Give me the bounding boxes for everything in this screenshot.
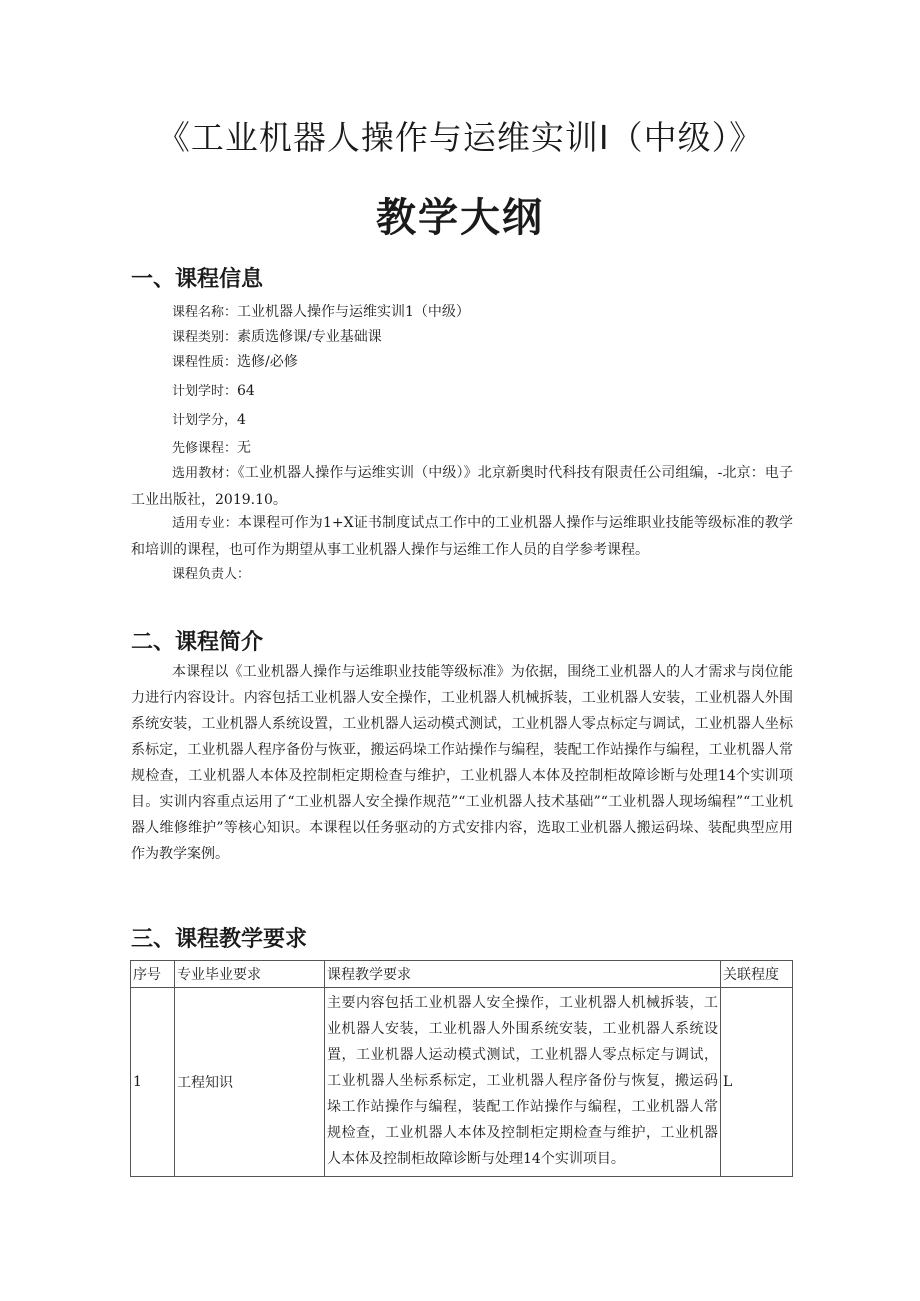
info-textbook [131, 460, 793, 513]
cell-relevance: L [721, 988, 793, 1177]
cell-graduation-requirement: 工程知识 [175, 988, 325, 1177]
section-heading-course-info: 一、课程信息 [131, 267, 264, 292]
info-key: 先修课程： [172, 441, 238, 456]
info-value: 素质选修课/专业基础课 [237, 329, 382, 345]
info-course-leader [172, 564, 250, 585]
section-heading-teaching-requirements: 三、课程教学要求 [131, 927, 308, 952]
info-course-nature [172, 352, 298, 373]
info-course-name [172, 302, 470, 323]
info-planned-hours [172, 381, 255, 402]
info-value: 无 [237, 440, 252, 456]
table-header-row [131, 961, 793, 988]
info-value: 工业机器人操作与运维实训1（中级） [237, 304, 470, 320]
table-row [131, 988, 793, 1177]
teaching-requirements-table [130, 960, 793, 1177]
info-value: 4 [237, 412, 246, 428]
column-header-no: 序号 [131, 961, 175, 988]
section-heading-course-intro: 二、课程简介 [131, 630, 264, 655]
info-planned-credits [172, 410, 246, 431]
column-header-relevance: 关联程度 [721, 961, 793, 988]
info-prerequisite [172, 438, 251, 459]
info-key: 课程名称： [172, 305, 238, 320]
info-value: 《工业机器人操作与运维实训（中级）》北京新奥时代科技有限责任公司组编，-北京：电子工业出版社，2019.10。 [131, 465, 793, 508]
info-applicable-major [131, 510, 793, 563]
info-course-category [172, 327, 382, 348]
info-value: 选修/必修 [237, 354, 298, 370]
info-value: 64 [237, 383, 255, 399]
info-value: 本课程可作为1+X证书制度试点工作中的工业机器人操作与运维职业技能等级标准的教学和培训的课程，也可作为期望从事工业机器人操作与运维工作人员的自学参考课程。 [131, 515, 793, 558]
info-key: 计划学分， [172, 413, 238, 428]
info-key: 计划学时： [172, 384, 238, 399]
column-header-teaching-requirement: 课程教学要求 [325, 961, 721, 988]
info-key: 课程类别： [172, 330, 238, 345]
document-subtitle: 教学大纲 [376, 195, 544, 241]
column-header-graduation-requirement: 专业毕业要求 [175, 961, 325, 988]
info-key: 课程性质： [172, 355, 238, 370]
document-title: 《工业机器人操作与运维实训Ⅰ（中级）》 [156, 118, 764, 157]
cell-teaching-requirement: 主要内容包括工业机器人安全操作，工业机器人机械拆装，工业机器人安装，工业机器人外围系统安装，工业机器人系统设置，工业机器人运动模式测试，工业机器人零点标定与调试，工业机器人坐标系标定，工业机器人程序备份与恢复，搬运码垛工作站操作与编程，装配工作站操作与编程，工业机器人常规检查，工业机器人本体及控制柜定期检查与维护，工业机器人本体及控制柜故障诊断与处理14个实训项目。 [325, 988, 721, 1177]
course-intro-paragraph: 本课程以《工业机器人操作与运维职业技能等级标准》为依据，围绕工业机器人的人才需求与岗位能力进行内容设计。内容包括工业机器人安全操作，工业机器人机械拆装，工业机器人安装，工业机器人外围系统安装，工业机器人系统设置，工业机器人运动模式测试，工业机器人零点标定与调试，工业机器人坐标系标定，工业机器人程序备份与恢亚，搬运码垛工作站操作与编程，装配工作站操作与编程，工业机器人常规检查，工业机器人本体及控制柜定期检查与维护，工业机器人本体及控制柜故障诊断与处理14个实训项目。实训内容重点运用了“工业机器人安全操作规范”“工业机器人技术基础”“工业机器人现场编程”“工业机器人维修维护”等核心知识。本课程以任务驱动的方式安排内容，选取工业机器人搬运码垛、装配典型应用作为教学案例。 [131, 664, 793, 862]
info-key: 选用教材： [172, 466, 238, 481]
info-key: 适用专业： [172, 516, 238, 531]
info-key: 课程负责人： [172, 567, 251, 582]
cell-no: 1 [131, 988, 175, 1177]
